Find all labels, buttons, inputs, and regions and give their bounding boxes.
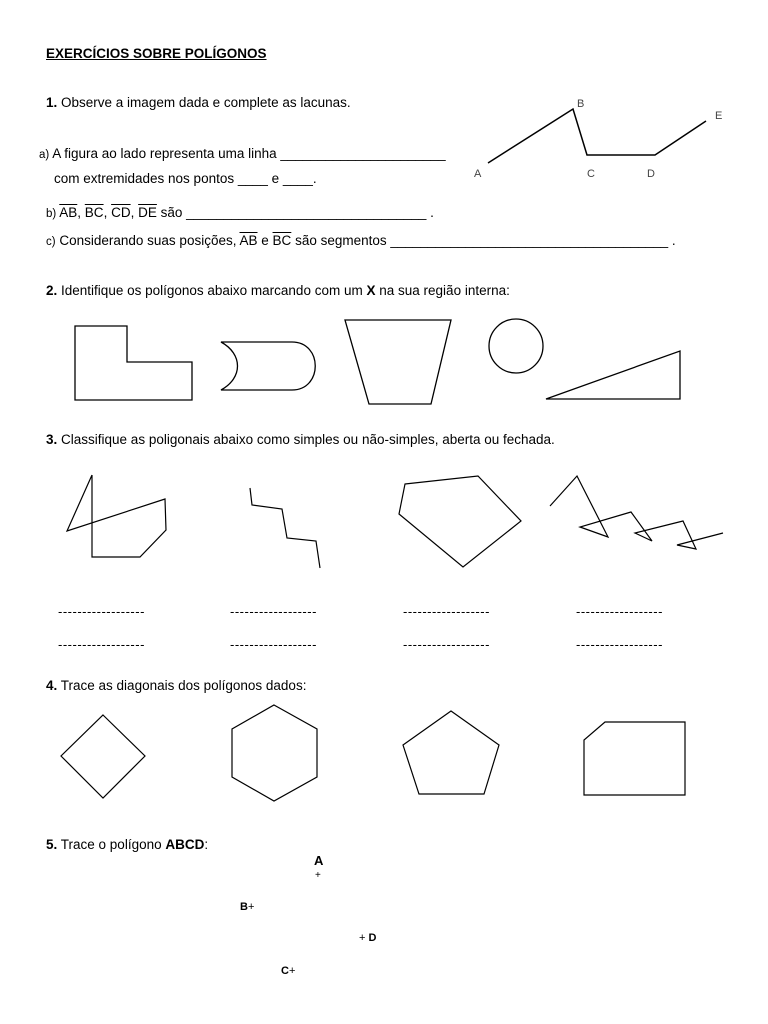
question-number: 3. — [46, 432, 58, 447]
colon: : — [204, 837, 209, 852]
answer-blank[interactable]: ------------------ — [230, 604, 317, 619]
question-1a-line2: com extremidades nos pontos ____ e ____. — [54, 171, 317, 186]
polygon-name: ABCD — [165, 837, 205, 852]
segment-cd: $\overline{CD}$ — [111, 205, 131, 220]
answer-blank[interactable]: ------------------ — [58, 637, 145, 652]
polygonal-line-2 — [250, 488, 320, 568]
answer-blank[interactable]: ------------------ — [576, 604, 663, 619]
question-text: Trace o polígono — [60, 837, 162, 852]
point-label-a: A — [474, 168, 482, 180]
question-text: na sua região interna: — [379, 283, 510, 298]
question-number: 2. — [46, 283, 58, 298]
conjunction: e — [261, 233, 269, 248]
question-number: 5. — [46, 837, 58, 852]
point-label-d: D — [647, 168, 655, 180]
question-number: 4. — [46, 678, 58, 693]
triangle-polygon — [546, 351, 680, 399]
answer-blank[interactable]: ------------------ — [58, 604, 145, 619]
question-number: 1. — [46, 95, 58, 110]
cut-rectangle-polygon — [584, 722, 685, 795]
circle-shape — [489, 319, 543, 373]
polygonal-line-4 — [550, 476, 723, 549]
item-text: são segmentos _____________________________________ . — [295, 233, 676, 248]
point-c-marker: + — [288, 965, 296, 977]
item-letter: a) — [39, 149, 50, 161]
answer-blank[interactable]: ------------------ — [230, 637, 317, 652]
point-label-e: E — [715, 110, 723, 122]
segment-de: $\overline{DE}$ — [138, 205, 157, 220]
comma: , — [103, 205, 108, 220]
item-text: A figura ao lado representa uma linha ______________________ — [52, 146, 446, 161]
item-text: Considerando suas posições, — [59, 233, 237, 248]
point-b-label: B — [240, 901, 248, 913]
pentagon-polygon-q3 — [399, 476, 521, 567]
comma: , — [77, 205, 82, 220]
point-label-c: C — [587, 168, 595, 180]
pentagon-polygon-q4 — [403, 711, 499, 794]
polygonal-line-abcde — [488, 109, 706, 163]
question-text-x: X — [366, 283, 376, 298]
point-c-label: C — [281, 965, 289, 977]
trapezoid-polygon — [345, 320, 451, 404]
point-d-label: D — [368, 932, 377, 944]
segment-ab: $\overline{AB}$ — [59, 205, 78, 220]
point-a-marker: + — [315, 870, 321, 881]
page-title: EXERCÍCIOS SOBRE POLÍGONOS — [46, 46, 267, 61]
square-polygon — [61, 715, 145, 798]
segment-bc: $\overline{BC}$ — [272, 233, 292, 248]
l-shape-polygon — [75, 326, 192, 400]
curved-shape — [221, 342, 315, 390]
point-a-label: A — [314, 853, 324, 868]
comma: , — [130, 205, 135, 220]
hexagon-polygon — [232, 705, 317, 801]
item-letter: c) — [46, 236, 56, 248]
question-text: Observe a imagem dada e complete as lacunas. — [61, 95, 351, 110]
question-text: Identifique os polígonos abaixo marcando com um — [61, 283, 363, 298]
answer-blank[interactable]: ------------------ — [576, 637, 663, 652]
question-text: Trace as diagonais dos polígonos dados: — [60, 678, 307, 693]
segment-ab: $\overline{AB}$ — [239, 233, 258, 248]
answer-blank[interactable]: ------------------ — [403, 604, 490, 619]
point-b-marker: + — [247, 901, 255, 913]
point-label-b: B — [577, 98, 585, 110]
point-d-marker: + — [359, 932, 366, 944]
segment-bc: $\overline{BC}$ — [84, 205, 104, 220]
item-letter: b) — [46, 208, 57, 220]
polygonal-line-1 — [67, 475, 166, 557]
question-text: Classifique as poligonais abaixo como simples ou não-simples, aberta ou fechada. — [61, 432, 555, 447]
item-text: são ________________________________ . — [160, 205, 434, 220]
answer-blank[interactable]: ------------------ — [403, 637, 490, 652]
